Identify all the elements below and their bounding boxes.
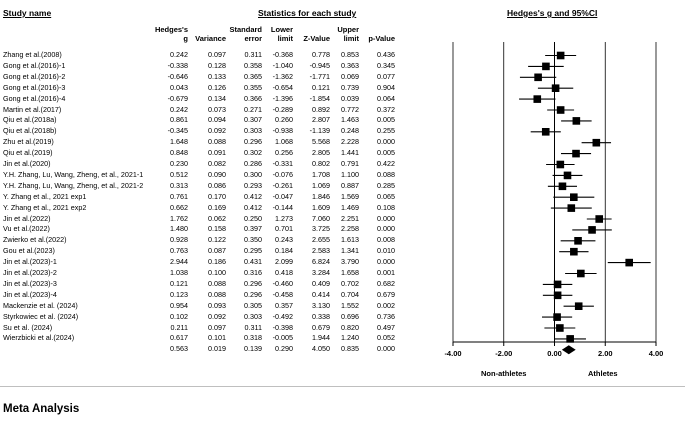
cell-g: 0.617	[170, 333, 188, 343]
cell-upper: 0.772	[341, 104, 359, 114]
cell-upper: 2.251	[341, 213, 359, 223]
cell-lower: 0.418	[275, 268, 293, 277]
column-header-line1: Hedges's	[154, 25, 188, 34]
cell-lower: 0.184	[275, 246, 293, 256]
cell-p: 0.052	[377, 333, 395, 343]
cell-z: 4.050	[312, 344, 330, 354]
cell-z: 2.805	[312, 148, 330, 158]
cell-upper: 1.341	[341, 246, 359, 256]
cell-upper: 1.441	[341, 148, 359, 158]
cell-upper: 0.820	[341, 322, 359, 332]
study-name: Y. Zhang et al., 2021 exp2	[3, 202, 87, 212]
cell-p: 0.345	[377, 60, 395, 70]
cell-variance: 0.100	[208, 268, 226, 277]
column-header-line2: limit	[277, 33, 293, 43]
cell-variance: 0.093	[208, 300, 226, 310]
stats-header: Statistics for each study	[258, 8, 357, 18]
cell-z: 0.338	[312, 311, 330, 321]
cell-p: 0.000	[377, 137, 395, 147]
cell-z: 3.725	[312, 224, 330, 234]
cell-p: 0.108	[377, 202, 395, 212]
effect-square	[570, 193, 578, 201]
cell-lower: 0.290	[275, 344, 293, 354]
cell-g: 0.848	[170, 148, 188, 158]
cell-z: 3.284	[312, 268, 330, 277]
cell-lower: -0.460	[272, 278, 293, 288]
effect-square	[566, 335, 574, 343]
cell-lower: 0.357	[275, 300, 293, 310]
column-header-line1: Standard	[229, 25, 262, 34]
effect-square	[554, 292, 562, 300]
cell-se: 0.365	[244, 71, 262, 81]
study-name: Gong et al.(2016)-2	[3, 71, 66, 81]
cell-se: 0.355	[244, 82, 262, 92]
cell-p: 0.008	[377, 235, 395, 245]
cell-p: 0.064	[377, 93, 395, 103]
study-name: Gou et al.(2023)	[3, 246, 55, 256]
cell-p: 0.000	[377, 257, 395, 267]
cell-g: 0.123	[170, 289, 188, 299]
tick-label-4: 4.00	[648, 349, 664, 358]
cell-se: 0.307	[244, 115, 262, 125]
cell-p: 0.001	[377, 268, 395, 277]
cell-p: 0.002	[377, 300, 395, 310]
cell-lower: -1.396	[272, 93, 293, 103]
cell-variance: 0.019	[208, 344, 226, 354]
cell-p: 0.255	[377, 126, 395, 136]
cell-lower: -0.331	[272, 159, 293, 168]
cell-se: 0.397	[244, 224, 262, 234]
cell-upper: 1.240	[341, 333, 359, 343]
cell-z: 7.060	[312, 213, 330, 223]
cell-variance: 0.092	[208, 126, 226, 136]
cell-lower: -0.144	[272, 202, 293, 212]
cell-lower: 2.099	[275, 257, 293, 267]
cell-upper: 0.363	[341, 60, 359, 70]
cell-variance: 0.088	[208, 289, 226, 299]
effect-square	[553, 313, 561, 321]
cell-z: 3.130	[312, 300, 330, 310]
column-header-p	[335, 26, 395, 43]
study-name-header: Study name	[3, 8, 52, 18]
column-header-line2: limit	[343, 33, 359, 43]
cell-p: 0.679	[377, 289, 395, 299]
cell-variance: 0.086	[208, 180, 226, 190]
cell-upper: 2.228	[341, 137, 359, 147]
cell-variance: 0.097	[208, 322, 226, 332]
cell-se: 0.300	[244, 169, 262, 179]
cell-z: 0.892	[312, 104, 330, 114]
cell-g: -0.345	[167, 126, 188, 136]
cell-se: 0.293	[244, 180, 262, 190]
cell-g: 1.762	[170, 213, 188, 223]
effect-square	[542, 63, 550, 71]
effect-square	[564, 172, 572, 180]
cell-p: 0.000	[377, 344, 395, 354]
cell-lower: -0.458	[272, 289, 293, 299]
cell-p: 0.077	[377, 71, 395, 81]
cell-variance: 0.088	[208, 278, 226, 288]
cell-p: 0.372	[377, 104, 395, 114]
cell-se: 0.431	[244, 257, 262, 267]
study-name: Gong et al.(2016)-4	[3, 93, 66, 103]
cell-z: -1.139	[309, 126, 330, 136]
effect-square	[557, 161, 565, 169]
forest-plot	[430, 40, 685, 370]
effect-square	[533, 95, 541, 103]
cell-se: 0.305	[244, 300, 262, 310]
effect-square	[567, 204, 575, 212]
cell-lower: -1.362	[272, 71, 293, 81]
cell-g: 0.102	[170, 311, 188, 321]
cell-z: 2.807	[312, 115, 330, 125]
athletes-label: Athletes	[588, 369, 618, 378]
cell-p: 0.088	[377, 169, 395, 179]
cell-variance: 0.091	[208, 148, 226, 158]
cell-g: 0.662	[170, 202, 188, 212]
cell-g: 0.928	[170, 235, 188, 245]
effect-square	[554, 281, 562, 289]
effect-square	[588, 226, 596, 234]
cell-se: 0.303	[244, 126, 262, 136]
effect-square	[542, 128, 550, 136]
cell-variance: 0.101	[208, 333, 226, 343]
cell-se: 0.286	[244, 159, 262, 168]
effect-square	[557, 52, 565, 60]
cell-z: 2.583	[312, 246, 330, 256]
cell-z: 6.824	[312, 257, 330, 267]
cell-variance: 0.062	[208, 213, 226, 223]
study-name: Vu et al.(2022)	[3, 224, 50, 234]
cell-upper: 3.790	[341, 257, 359, 267]
cell-se: 0.296	[244, 137, 262, 147]
cell-se: 0.303	[244, 311, 262, 321]
cell-upper: 0.791	[341, 159, 359, 168]
cell-se: 0.412	[244, 202, 262, 212]
cell-lower: 0.701	[275, 224, 293, 234]
cell-z: 1.708	[312, 169, 330, 179]
study-name: Wierzbicki et al.(2024)	[3, 333, 75, 343]
effect-square	[570, 248, 578, 256]
cell-lower: -0.368	[272, 50, 293, 59]
study-name: Styrkowiec et al. (2024)	[3, 311, 79, 321]
cell-se: 0.311	[244, 322, 262, 332]
study-name: Jin et al.(2022)	[3, 213, 51, 223]
cell-g: 0.230	[170, 159, 188, 168]
cell-variance: 0.126	[208, 82, 226, 92]
cell-variance: 0.092	[208, 311, 226, 321]
cell-se: 0.358	[244, 60, 262, 70]
cell-variance: 0.082	[208, 159, 226, 168]
cell-variance: 0.088	[208, 137, 226, 147]
cell-z: 0.414	[312, 289, 330, 299]
effect-square	[559, 183, 567, 191]
cell-lower: 1.273	[275, 213, 293, 223]
study-name: Zhu et al.(2019)	[3, 137, 54, 147]
study-name: Zwierko et al.(2022)	[3, 235, 67, 245]
cell-p: 0.005	[377, 148, 395, 158]
cell-g: 0.242	[170, 50, 188, 59]
cell-g: 1.480	[170, 224, 188, 234]
effect-square	[574, 237, 582, 245]
cell-variance: 0.134	[208, 93, 226, 103]
cell-variance: 0.122	[208, 235, 226, 245]
study-name: Y.H. Zhang, Lu, Wang, Zheng, et al., 2021-1	[3, 169, 144, 179]
study-name: Qiu et al.(2018a)	[3, 115, 57, 125]
cell-variance: 0.170	[208, 191, 226, 201]
cell-g: 0.211	[170, 322, 188, 332]
cell-se: 0.271	[244, 104, 262, 114]
cell-se: 0.316	[244, 268, 262, 277]
cell-variance: 0.097	[208, 50, 226, 59]
cell-z: 0.679	[312, 322, 330, 332]
cell-p: 0.736	[377, 311, 395, 321]
cell-lower: -0.005	[272, 333, 293, 343]
cell-upper: 1.552	[341, 300, 359, 310]
cell-se: 0.350	[244, 235, 262, 245]
cell-lower: -0.398	[272, 322, 293, 332]
cell-z: 0.778	[312, 50, 330, 59]
cell-g: 0.121	[170, 278, 188, 288]
cell-variance: 0.133	[208, 71, 226, 81]
cell-variance: 0.087	[208, 246, 226, 256]
study-name: Qiu et al.(2019)	[3, 148, 53, 158]
column-header-line2: g	[183, 33, 188, 43]
study-name: Martin et al.(2017)	[3, 104, 62, 114]
study-name: Gong et al.(2016)-1	[3, 60, 66, 70]
effect-square	[557, 106, 565, 114]
cell-lower: 1.068	[275, 137, 293, 147]
non-athletes-label: Non-athletes	[481, 369, 527, 378]
cell-upper: 0.853	[341, 50, 359, 59]
cell-g: 1.648	[170, 137, 188, 147]
effect-square	[552, 84, 560, 92]
cell-upper: 2.258	[341, 224, 359, 234]
cell-g: -0.338	[167, 60, 188, 70]
column-header-line1: Lower	[270, 25, 293, 34]
cell-p: 0.065	[377, 191, 395, 201]
cell-z: 1.944	[312, 333, 330, 343]
cell-lower: 0.243	[275, 235, 293, 245]
cell-lower: -0.289	[272, 104, 293, 114]
cell-z: 0.121	[312, 82, 330, 92]
cell-se: 0.296	[244, 278, 262, 288]
cell-lower: -0.654	[272, 82, 293, 92]
cell-lower: 0.256	[275, 148, 293, 158]
cell-lower: -0.047	[272, 191, 293, 201]
column-header-line2: p-Value	[368, 33, 395, 43]
cell-g: 0.313	[170, 180, 188, 190]
cell-z: 1.846	[312, 191, 330, 201]
cell-p: 0.497	[377, 322, 395, 332]
cell-se: 0.139	[244, 344, 262, 354]
cell-p: 0.000	[377, 224, 395, 234]
cell-variance: 0.158	[208, 224, 226, 234]
study-name: Jin et al.(2023)-1	[3, 257, 57, 267]
cell-upper: 1.613	[341, 235, 359, 245]
effect-square	[534, 74, 542, 82]
cell-g: 0.763	[170, 246, 188, 256]
study-name: Y.H. Zhang, Lu, Wang, Zheng, et al., 2021-2	[3, 180, 144, 190]
footer-divider	[0, 386, 685, 387]
cell-g: 1.038	[170, 268, 188, 277]
cell-upper: 0.704	[341, 289, 359, 299]
cell-upper: 0.835	[341, 344, 359, 354]
cell-variance: 0.073	[208, 104, 226, 114]
effect-square	[556, 324, 564, 332]
cell-p: 0.422	[377, 159, 395, 168]
cell-upper: 1.658	[341, 268, 359, 277]
cell-g: 0.242	[170, 104, 188, 114]
cell-upper: 0.887	[341, 180, 359, 190]
cell-se: 0.311	[244, 50, 262, 59]
cell-g: 0.861	[170, 115, 188, 125]
cell-upper: 1.463	[341, 115, 359, 125]
cell-se: 0.412	[244, 191, 262, 201]
cell-g: 2.944	[170, 257, 188, 267]
cell-se: 0.318	[244, 333, 262, 343]
study-name: Mackenzie et al. (2024)	[3, 300, 78, 310]
study-name: Qiu et al.(2018b)	[3, 126, 57, 136]
cell-g: 0.512	[170, 169, 188, 179]
column-header-line2: Z-Value	[303, 33, 330, 43]
cell-g: -0.679	[167, 93, 188, 103]
cell-z: 0.409	[312, 278, 330, 288]
cell-upper: 1.569	[341, 191, 359, 201]
cell-z: 1.069	[312, 180, 330, 190]
tick-label-1: -2.00	[495, 349, 513, 358]
effect-square	[573, 117, 581, 125]
column-header-line2: error	[244, 33, 262, 43]
cell-lower: -0.261	[272, 180, 293, 190]
cell-z: -1.771	[309, 71, 330, 81]
cell-upper: 0.039	[341, 93, 359, 103]
cell-z: 2.655	[312, 235, 330, 245]
cell-variance: 0.186	[208, 257, 226, 267]
cell-upper: 0.702	[341, 278, 359, 288]
column-header-line1: Upper	[337, 25, 359, 34]
cell-se: 0.250	[244, 213, 262, 223]
cell-p: 0.682	[377, 278, 395, 288]
cell-upper: 1.100	[341, 169, 359, 179]
cell-lower: 0.260	[275, 115, 293, 125]
cell-variance: 0.090	[208, 169, 226, 179]
effect-square	[577, 270, 585, 278]
cell-variance: 0.169	[208, 202, 226, 212]
cell-variance: 0.128	[208, 60, 226, 70]
study-name: Jin et al.(2023)-3	[3, 278, 57, 288]
effect-square	[625, 259, 633, 267]
tick-label-3: 2.00	[597, 349, 613, 358]
cell-lower: -0.076	[272, 169, 293, 179]
effect-square	[572, 150, 580, 158]
cell-g: -0.646	[167, 71, 188, 81]
cell-p: 0.005	[377, 115, 395, 125]
study-name: Y. Zhang et al., 2021 exp1	[3, 191, 87, 201]
cell-se: 0.302	[244, 148, 262, 158]
cell-z: -1.854	[309, 93, 330, 103]
cell-lower: -1.040	[272, 60, 293, 70]
cell-g: 0.563	[170, 344, 188, 354]
cell-p: 0.904	[377, 82, 395, 92]
cell-g: 0.761	[170, 191, 188, 201]
cell-z: 5.568	[312, 137, 330, 147]
cell-p: 0.436	[377, 50, 395, 59]
cell-se: 0.295	[244, 246, 262, 256]
effect-square	[595, 215, 603, 223]
study-name: Jin et al.(2020)	[3, 159, 51, 168]
study-name: Su et al. (2024)	[3, 322, 53, 332]
cell-lower: -0.938	[272, 126, 293, 136]
cell-lower: -0.492	[272, 311, 293, 321]
cell-upper: 0.248	[341, 126, 359, 136]
cell-se: 0.366	[244, 93, 262, 103]
study-name: Jin et al.(2023)-4	[3, 289, 57, 299]
effect-square	[575, 302, 583, 310]
footer-title: Meta Analysis	[3, 403, 80, 415]
cell-upper: 1.469	[341, 202, 359, 212]
study-name: Gong et al.(2016)-3	[3, 82, 66, 92]
cell-z: -0.945	[309, 60, 330, 70]
cell-z: 1.609	[312, 202, 330, 212]
cell-g: 0.954	[170, 300, 188, 310]
column-header-line2: Variance	[195, 33, 226, 43]
cell-upper: 0.696	[341, 311, 359, 321]
summary-diamond	[562, 345, 576, 354]
effect-square	[593, 139, 601, 147]
cell-p: 0.285	[377, 180, 395, 190]
cell-g: 0.043	[170, 82, 188, 92]
cell-se: 0.296	[244, 289, 262, 299]
cell-p: 0.010	[377, 246, 395, 256]
tick-label-2: 0.00	[547, 349, 562, 358]
study-name: Zhang et al.(2008)	[3, 50, 62, 59]
plot-header: Hedges's g and 95%CI	[507, 8, 598, 18]
cell-z: 0.802	[312, 159, 330, 168]
cell-p: 0.000	[377, 213, 395, 223]
cell-variance: 0.094	[208, 115, 226, 125]
study-name: Jin et al.(2023)-2	[3, 268, 57, 277]
cell-upper: 0.069	[341, 71, 359, 81]
tick-label-0: -4.00	[444, 349, 462, 358]
cell-upper: 0.739	[341, 82, 359, 92]
